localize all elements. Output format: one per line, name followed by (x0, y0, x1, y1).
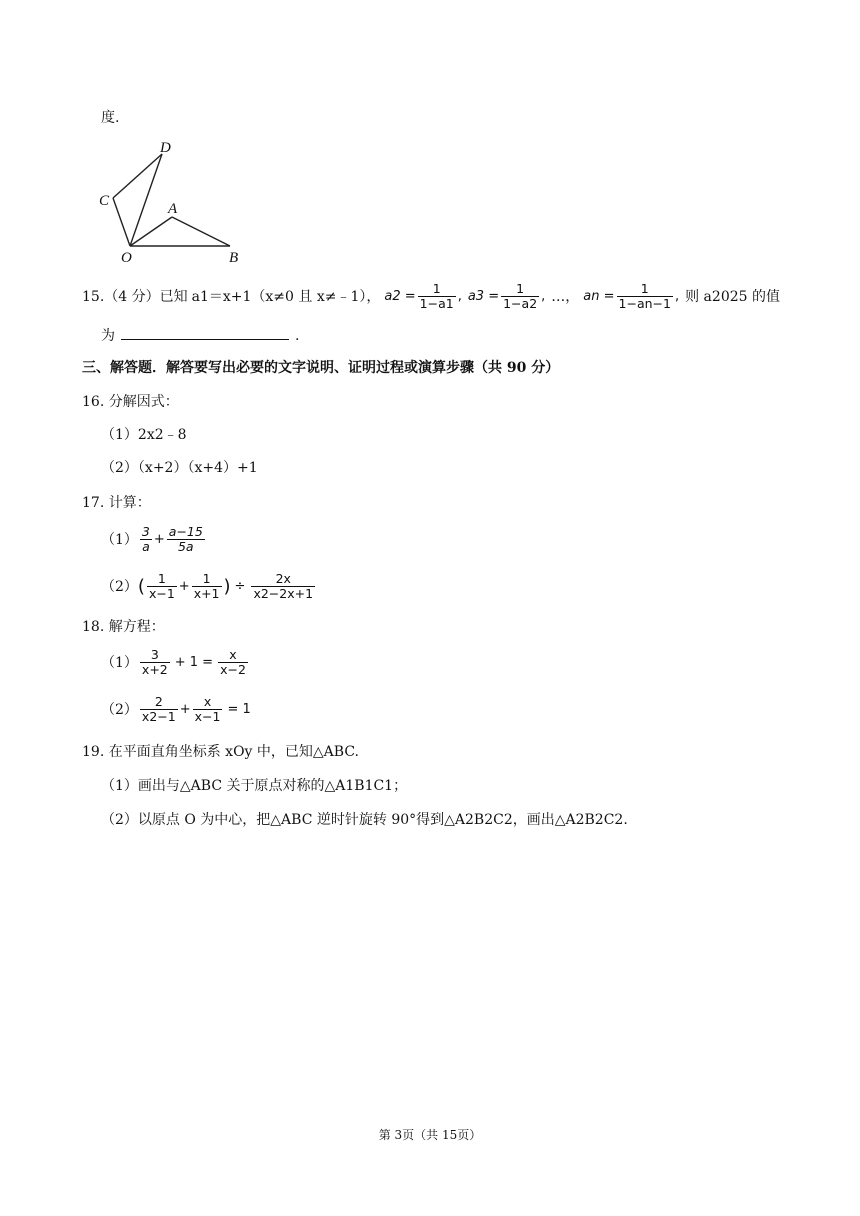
fraction-2: $\frac{x}{x-1}$ (194, 694, 221, 725)
open-paren: ( (137, 575, 145, 597)
ellipsis: …， (551, 288, 580, 305)
question-number: 16. (82, 394, 105, 410)
label-b: B (229, 250, 239, 266)
answer-prefix: 为 (101, 328, 115, 344)
question-17-part1 (101, 525, 207, 555)
fraction-a3: $\frac{1}{1-a2}$ (503, 281, 538, 312)
question-19-part2: （2）以原点 O 为中心，把△ABC 逆时针旋转 90°得到△A2B2C2，画出△A2B2C2. (101, 812, 628, 828)
part-label: （1） (101, 427, 138, 443)
section-heading: 三、解答题．解答要写出必要的文字说明、证明过程或演算步骤（共 90 分） (82, 360, 560, 376)
question-tail: 则 a2025 的值 (685, 288, 780, 305)
part-label: （2） (101, 578, 138, 595)
question-intro: 在平面直角坐标系 xOy 中，已知△ABC. (108, 744, 359, 760)
fraction-1: $\frac{3}{x+2}$ (141, 647, 168, 678)
question-19-part1: （1）画出与△ABC 关于原点对称的△A1B1C1； (101, 778, 408, 794)
operator: + (153, 532, 165, 548)
question-18-part1 (101, 648, 250, 678)
part-expression: （x+2）（x+4）+1 (137, 460, 258, 476)
label-a: A (168, 201, 178, 217)
geometry-figure (95, 138, 250, 266)
label-d: D (160, 140, 171, 156)
operator: + (179, 702, 191, 718)
question-15-line1: 15. （4 分） 已知 a1＝x+1（x≠0 且 x≠﹣1）， a2 = $\frac{1}{1-a1}$ , a3 = $\frac{1}{1-a2}$ , …， an = $\frac{1}{1-an-1}$ , 则 a2025 的值 (82, 281, 780, 312)
page-footer: 第 3页（共 15页） (378, 1128, 482, 1142)
divide-operator: ÷ (234, 579, 246, 595)
question-16-part2 (101, 461, 258, 475)
part-label: （2） (101, 460, 138, 476)
operator: + (178, 579, 190, 595)
equation-rhs: = 1 (227, 702, 251, 718)
question-16-title (82, 395, 179, 409)
question-19-intro (82, 745, 359, 759)
question-title: 分解因式： (108, 394, 179, 410)
question-15-line2 (101, 327, 299, 343)
question-title: 解方程： (108, 619, 165, 635)
fraction-a2: $\frac{1}{1-a1}$ (419, 281, 454, 312)
answer-end: . (295, 328, 300, 344)
part-label: （1） (101, 654, 138, 671)
part-label: （2） (101, 701, 138, 718)
part-expression: 2x2﹣8 (137, 427, 187, 443)
question-18-title (82, 620, 165, 634)
label-o: O (121, 250, 132, 266)
question-title: 计算： (108, 495, 151, 511)
equation-middle: + 1 = (174, 655, 214, 671)
question-18-part2 (101, 695, 251, 725)
fraction-an: $\frac{1}{1-an-1}$ (618, 281, 671, 312)
a3-label: a3 = (467, 289, 500, 305)
question-16-part1 (101, 428, 187, 442)
question-number: 17. (82, 495, 105, 511)
fraction-2: $\frac{1}{x+1}$ (193, 571, 220, 602)
fraction-2: $\frac{a-15}{5a}$ (168, 524, 203, 555)
fraction-2: $\frac{x}{x-2}$ (220, 647, 246, 678)
fraction-1: $\frac{2}{x2-1}$ (141, 694, 176, 725)
continuation-text: 度. (101, 110, 120, 126)
fraction-3: $\frac{2x}{x2-2x+1}$ (253, 571, 314, 602)
a1-definition: a1＝x+1（x≠0 且 x≠﹣1）， (191, 288, 381, 305)
label-c: C (99, 193, 110, 209)
an-label: an = (583, 289, 615, 305)
part-label: （1） (101, 531, 138, 548)
fraction-1: $\frac{1}{x-1}$ (148, 571, 175, 602)
question-points: （4 分） (104, 288, 160, 305)
segment-oc (113, 198, 130, 246)
question-number: 18. (82, 619, 105, 635)
segment-ab (172, 217, 230, 246)
close-paren: ) (223, 575, 231, 597)
answer-blank[interactable] (121, 327, 289, 340)
segment-oa (130, 217, 172, 246)
fraction-1: $\frac{3}{a}$ (141, 524, 150, 555)
a2-label: a2 = (384, 289, 416, 305)
question-17-part2 (101, 572, 317, 602)
question-number: 19. (82, 744, 105, 760)
question-lead: 已知 (159, 288, 188, 305)
question-number: 15. (82, 288, 105, 305)
question-17-title (82, 496, 151, 510)
